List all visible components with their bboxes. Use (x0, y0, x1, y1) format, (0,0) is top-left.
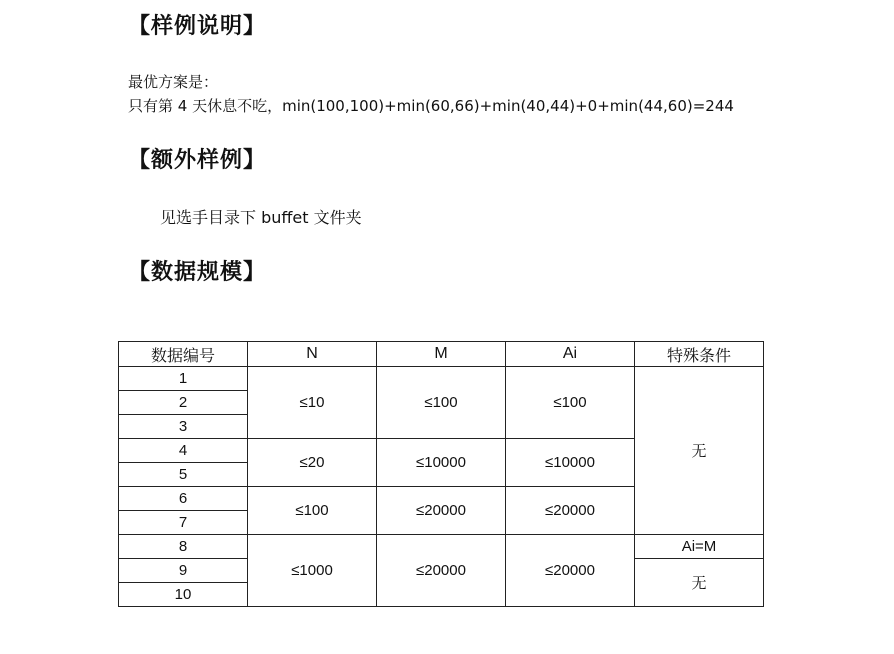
id-cell: 2 (119, 391, 248, 415)
n-cell: ≤100 (248, 487, 377, 535)
table-row (119, 535, 764, 559)
id-cell: 6 (119, 487, 248, 511)
id-cell: 4 (119, 439, 248, 463)
n-cell: ≤20 (248, 439, 377, 487)
id-cell: 3 (119, 415, 248, 439)
m-cell: ≤100 (377, 367, 506, 439)
table-header-row (119, 342, 764, 367)
n-cell: ≤10 (248, 367, 377, 439)
id-cell: 7 (119, 511, 248, 535)
data-scale-table (118, 341, 764, 607)
m-cell: ≤20000 (377, 487, 506, 535)
section-heading-scale: 【数据规模】 (128, 260, 267, 285)
header-cell-ai: Ai (506, 342, 635, 367)
m-cell: ≤10000 (377, 439, 506, 487)
id-cell: 8 (119, 535, 248, 559)
best-plan-detail: 只有第 4 天休息不吃，min(100,100)+min(60,66)+min(40,44)+0+min(44,60)=244 (128, 97, 734, 115)
id-cell: 1 (119, 367, 248, 391)
extra-example-text: 见选手目录下 buffet 文件夹 (160, 208, 362, 227)
ai-cell: ≤10000 (506, 439, 635, 487)
ai-cell: ≤20000 (506, 487, 635, 535)
n-cell: ≤1000 (248, 535, 377, 607)
header-cell-n: N (248, 342, 377, 367)
condition-cell: 无 (635, 367, 764, 535)
m-cell: ≤20000 (377, 535, 506, 607)
ai-cell: ≤100 (506, 367, 635, 439)
id-cell: 10 (119, 583, 248, 607)
table-row (119, 367, 764, 391)
id-cell: 5 (119, 463, 248, 487)
section-heading-extra: 【额外样例】 (128, 148, 267, 173)
header-cell-condition: 特殊条件 (635, 342, 764, 367)
best-plan-title: 最优方案是： (128, 73, 219, 91)
header-cell-id: 数据编号 (119, 342, 248, 367)
id-cell: 9 (119, 559, 248, 583)
condition-cell: Ai=M (635, 535, 764, 559)
condition-cell: 无 (635, 559, 764, 607)
section-heading-example: 【样例说明】 (128, 14, 267, 39)
ai-cell: ≤20000 (506, 535, 635, 607)
header-cell-m: M (377, 342, 506, 367)
